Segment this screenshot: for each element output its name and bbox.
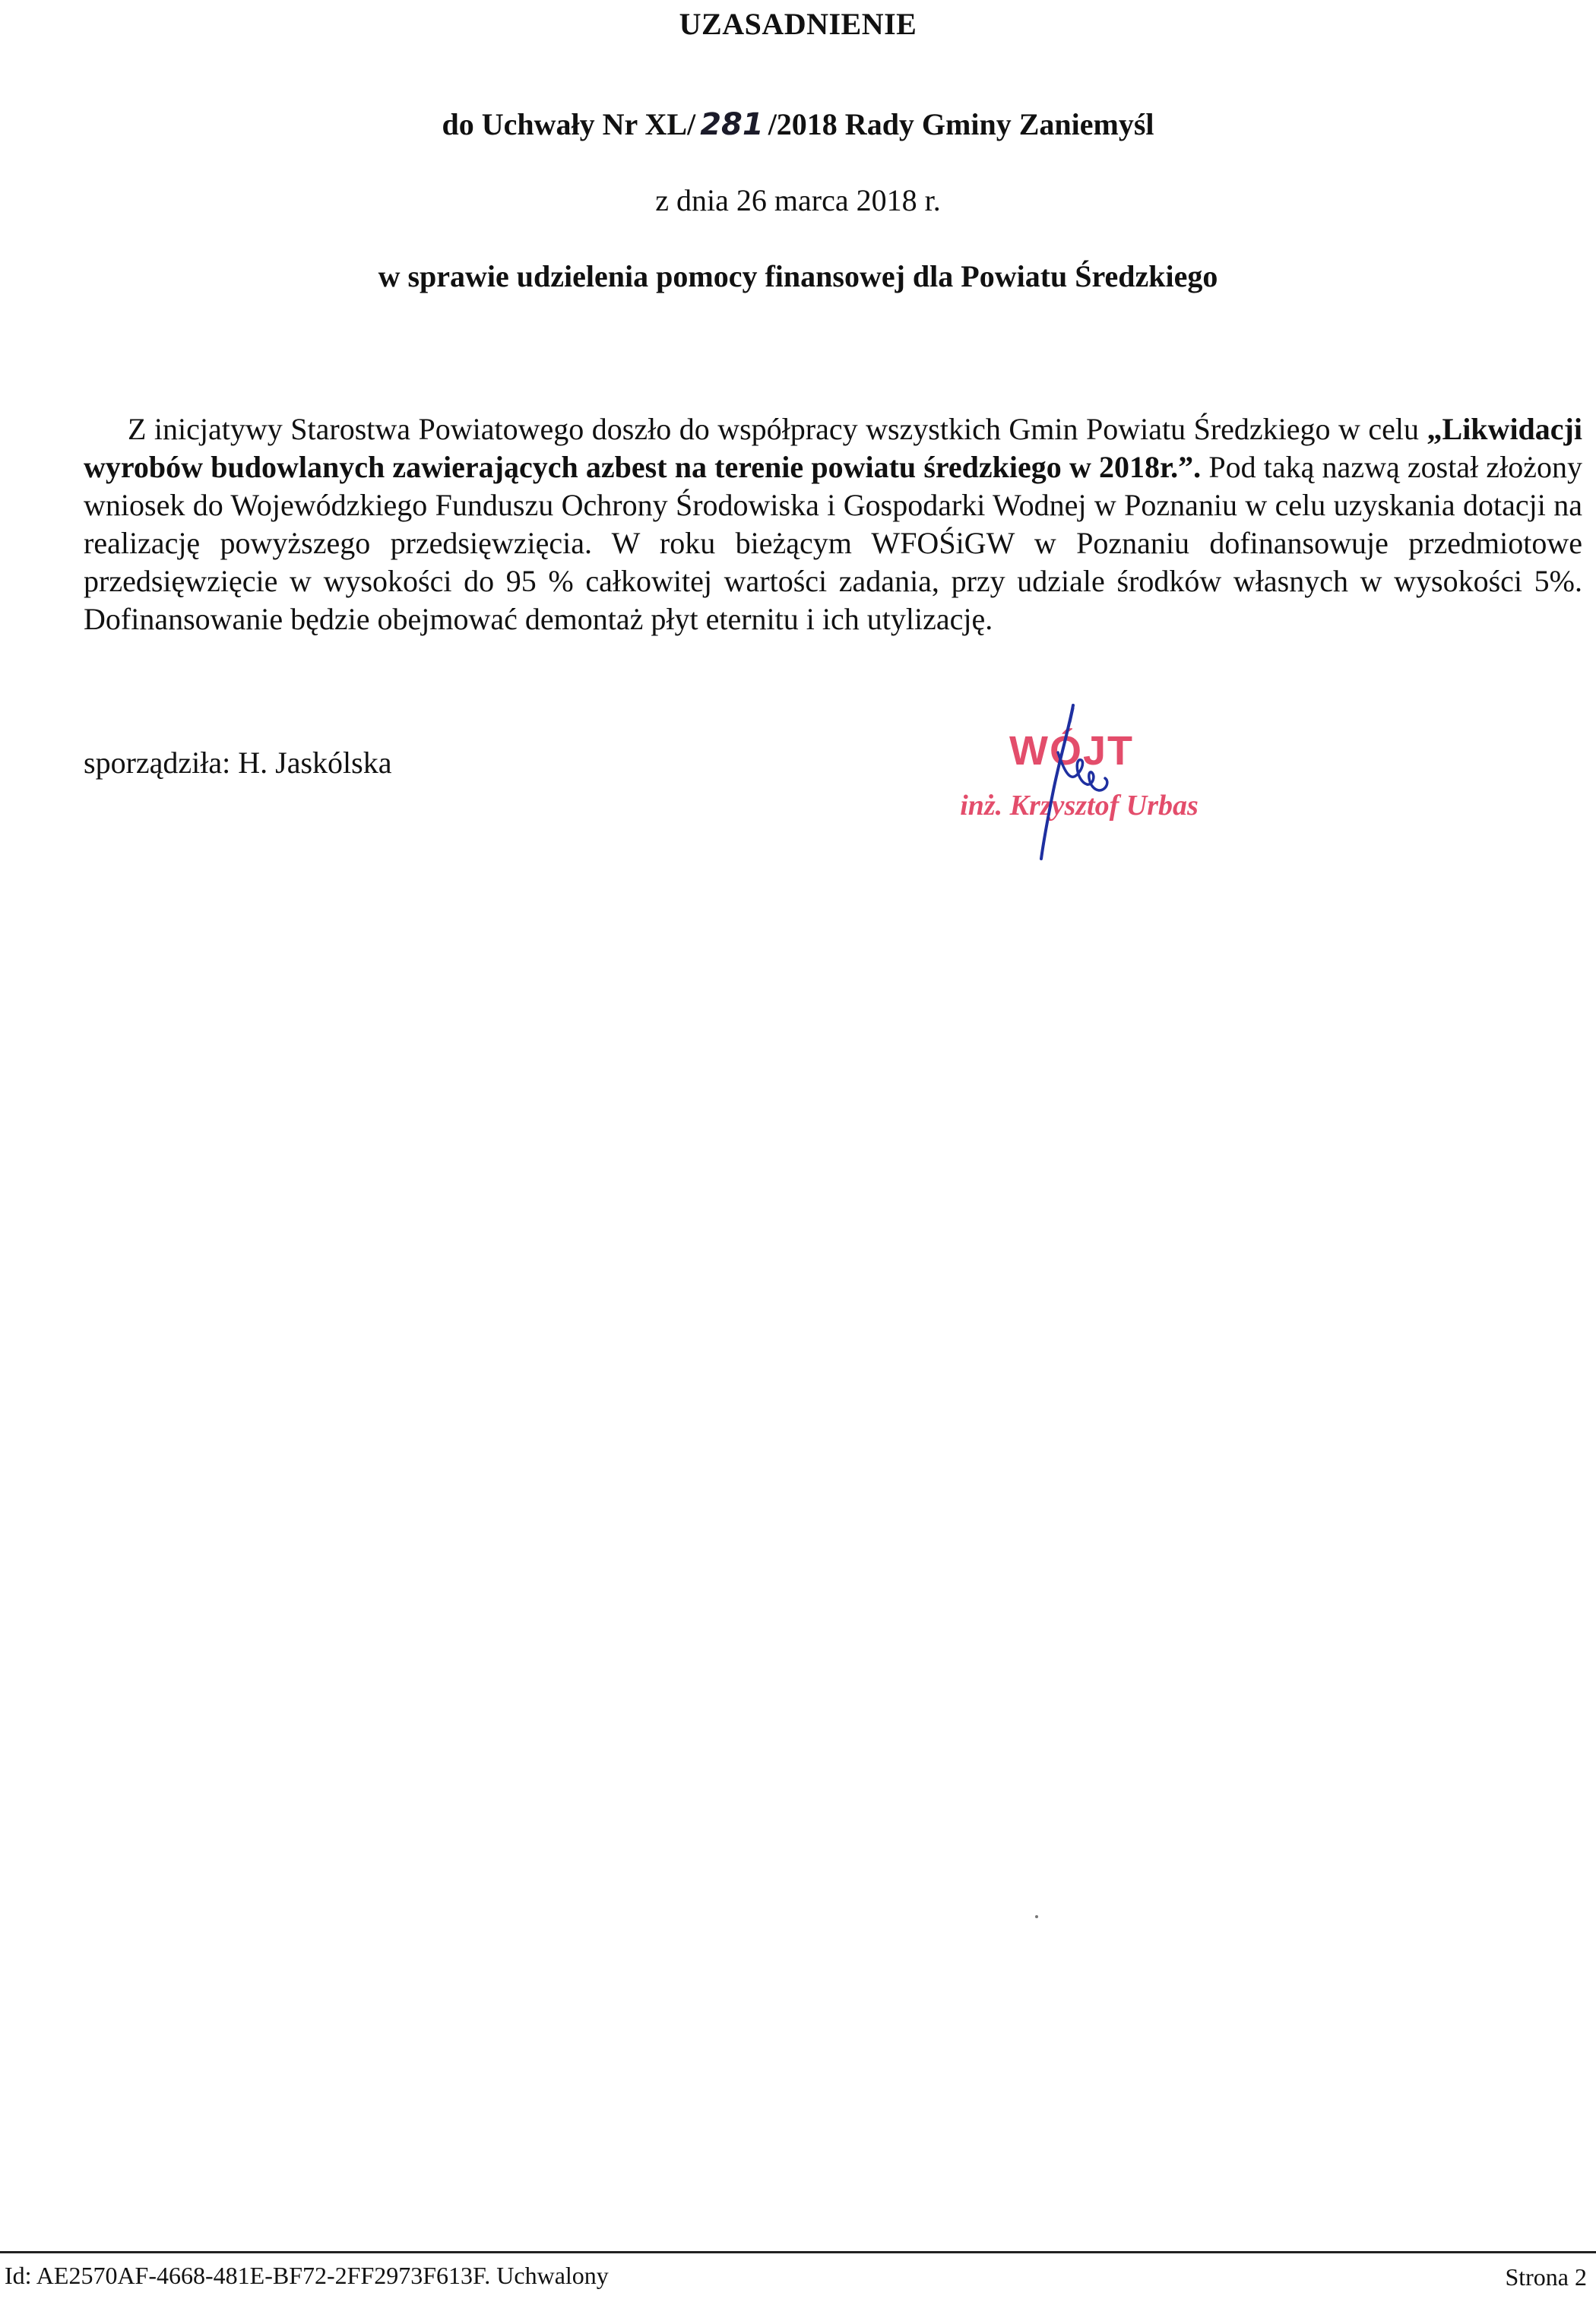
resolution-date: z dnia 26 marca 2018 r. — [655, 183, 941, 217]
footer-divider — [0, 2251, 1596, 2253]
footer-page-number: Strona 2 — [1505, 2263, 1587, 2291]
official-stamp — [897, 699, 1246, 874]
prepared-by: sporządziła: H. Jaskólska — [84, 746, 392, 780]
handwritten-signature — [897, 699, 1246, 874]
scan-speck — [1035, 1915, 1038, 1918]
footer-document-id: Id: AE2570AF-4668-481E-BF72-2FF2973F613F. Uchwalony — [5, 2262, 609, 2289]
resolution-prefix: do Uchwały Nr XL/ — [442, 107, 696, 141]
project-name: „Likwidacji wyrobów budowlanych zawierających azbest na terenie powiatu średzkiego w 2018r.”. — [84, 412, 1582, 484]
resolution-heading — [0, 106, 1596, 143]
document-title: UZASADNIENIE — [679, 7, 917, 41]
resolution-number-handwritten: 281 — [700, 107, 764, 142]
paragraph-rest: Pod taką nazwą został złożony wniosek do Wojewódzkiego Funduszu Ochrony Środowiska i Gospodarki Wodnej w Poznaniu w celu uzyskania dotacji na realizację powyższego przedsięwzięcia. W roku bieżącym WFOŚiGW w Poznaniu dofinansowuje przedmiotowe przedsięwzięcie w wysokości do 95 % całkowitej wartości zadania, przy udziale środków własnych w wysokości 5%. Dofinansowanie będzie obejmować demontaż płyt eternitu i ich utylizację. — [84, 450, 1582, 636]
resolution-subject: w sprawie udzielenia pomocy finansowej dla Powiatu Średzkiego — [378, 259, 1218, 293]
stamp-name: inż. Krzysztof Urbas — [960, 790, 1199, 822]
justification-paragraph — [84, 410, 1582, 638]
paragraph-intro: Z inicjatywy Starostwa Powiatowego doszło do współpracy wszystkich Gmin Powiatu Średzkiego w celu — [128, 412, 1427, 446]
resolution-suffix: /2018 Rady Gminy Zaniemyśl — [768, 107, 1154, 141]
stamp-title: WÓJT — [1009, 728, 1134, 774]
